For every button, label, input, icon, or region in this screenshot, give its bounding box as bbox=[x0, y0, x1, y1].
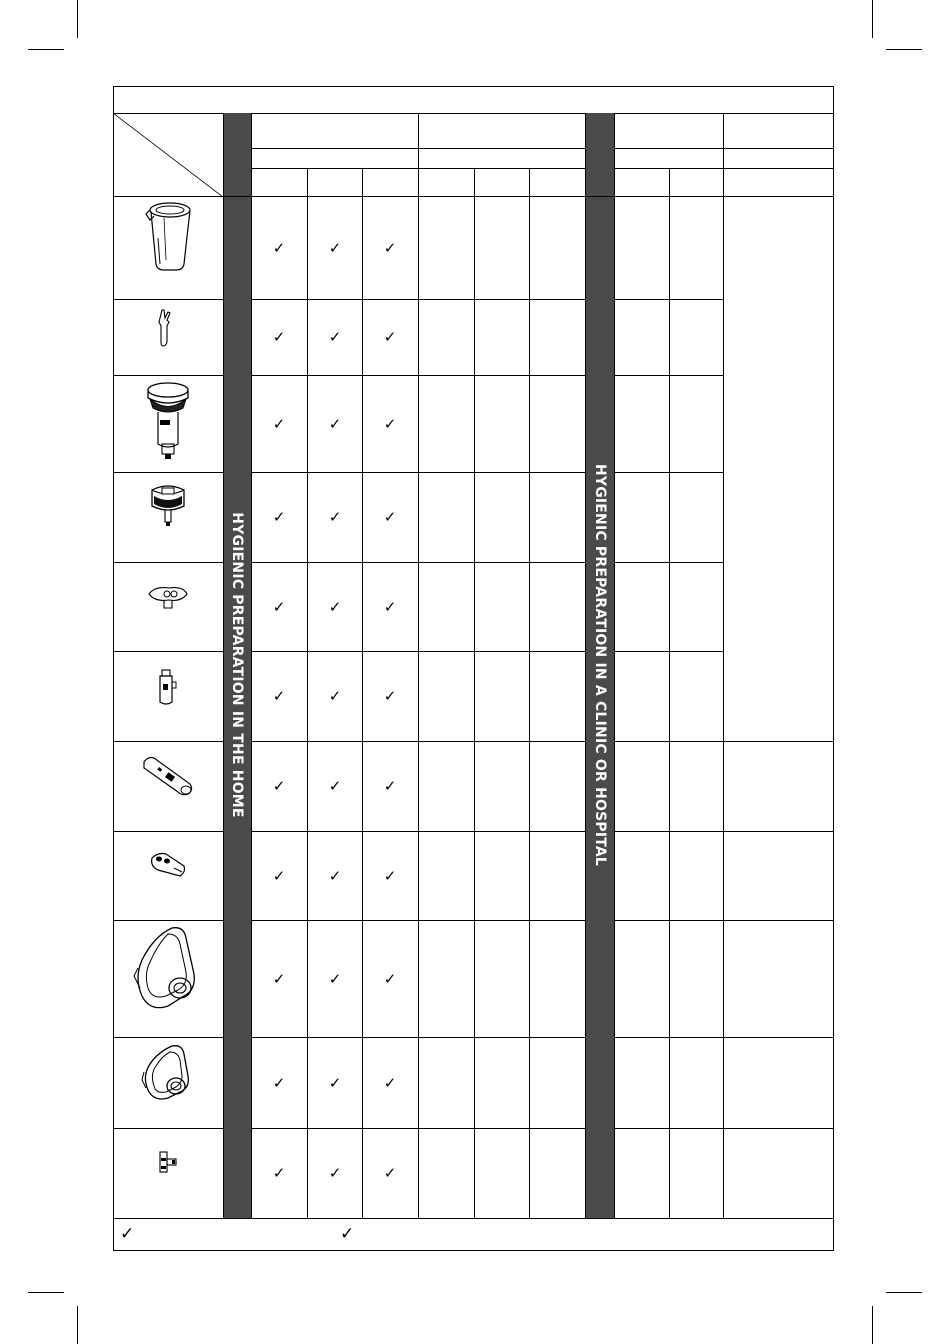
column-line bbox=[307, 168, 308, 1218]
crop-mark bbox=[872, 0, 873, 38]
mouthpiece-icon bbox=[140, 752, 196, 800]
check-mark: ✓ bbox=[383, 328, 397, 346]
nebuliser-cup-icon bbox=[140, 198, 196, 276]
check-mark: ✓ bbox=[383, 687, 397, 705]
check-mark: ✓ bbox=[383, 414, 397, 433]
row-divider bbox=[251, 472, 585, 473]
nebuliser-top-icon bbox=[143, 380, 193, 462]
row-divider bbox=[614, 375, 723, 376]
check-mark: ✓ bbox=[328, 687, 342, 705]
check-mark: ✓ bbox=[272, 1164, 286, 1182]
crop-mark bbox=[28, 49, 64, 50]
row-divider bbox=[251, 651, 585, 652]
check-mark: ✓ bbox=[328, 597, 342, 616]
crop-mark bbox=[886, 49, 922, 50]
child-mask-icon bbox=[140, 1042, 196, 1104]
row-divider bbox=[251, 299, 585, 300]
row-divider bbox=[113, 741, 223, 742]
clinic-band-label: HYGIENIC PREPARATION IN A CLINIC OR HOSPITAL bbox=[592, 463, 608, 867]
row-divider bbox=[251, 1037, 585, 1038]
legend-check-1: ✓ bbox=[120, 1224, 135, 1244]
check-mark: ✓ bbox=[328, 238, 342, 257]
check-mark: ✓ bbox=[272, 597, 286, 616]
nozzle-icon bbox=[155, 308, 177, 348]
column-line bbox=[529, 168, 530, 1218]
row-divider bbox=[614, 741, 834, 742]
angle-connector-icon bbox=[154, 1150, 180, 1176]
row-divider bbox=[251, 831, 585, 832]
check-mark: ✓ bbox=[272, 508, 286, 526]
row-divider bbox=[251, 562, 585, 563]
row-divider bbox=[113, 831, 223, 832]
row-divider bbox=[614, 651, 723, 652]
check-mark: ✓ bbox=[383, 597, 397, 616]
row-divider bbox=[113, 562, 223, 563]
check-mark: ✓ bbox=[383, 508, 397, 526]
home-band-label: HYGIENIC PREPARATION IN THE HOME bbox=[229, 512, 245, 818]
valve-insert-icon bbox=[146, 482, 190, 528]
baffle-icon bbox=[147, 582, 189, 612]
check-mark: ✓ bbox=[272, 866, 286, 885]
check-mark: ✓ bbox=[272, 414, 286, 433]
row-divider bbox=[113, 1037, 223, 1038]
check-mark: ✓ bbox=[272, 687, 286, 705]
row-divider bbox=[113, 375, 223, 376]
check-mark: ✓ bbox=[328, 1164, 342, 1182]
row-divider bbox=[614, 299, 723, 300]
check-mark: ✓ bbox=[328, 328, 342, 346]
column-line bbox=[362, 168, 363, 1218]
row-divider bbox=[614, 831, 834, 832]
column-line bbox=[418, 113, 419, 1218]
check-mark: ✓ bbox=[272, 238, 286, 257]
row-divider bbox=[113, 920, 223, 921]
row-divider bbox=[113, 1128, 223, 1129]
check-mark: ✓ bbox=[383, 866, 397, 885]
header-line bbox=[614, 148, 834, 149]
column-line bbox=[223, 113, 224, 1218]
header-corner-diagonal bbox=[113, 113, 223, 197]
crop-mark bbox=[77, 1306, 78, 1344]
check-mark: ✓ bbox=[328, 969, 342, 988]
legend-check-2: ✓ bbox=[340, 1224, 355, 1244]
check-mark: ✓ bbox=[272, 777, 286, 795]
row-divider bbox=[113, 651, 223, 652]
column-line bbox=[585, 113, 586, 1218]
adult-mask-icon bbox=[132, 924, 202, 1014]
column-line bbox=[474, 168, 475, 1218]
crop-mark bbox=[77, 0, 78, 38]
row-divider bbox=[614, 562, 723, 563]
crop-mark bbox=[28, 1292, 64, 1293]
check-mark: ✓ bbox=[328, 414, 342, 433]
row-divider bbox=[251, 375, 585, 376]
header-line bbox=[614, 168, 834, 169]
check-mark: ✓ bbox=[383, 1164, 397, 1182]
check-mark: ✓ bbox=[383, 1073, 397, 1092]
row-divider bbox=[251, 920, 585, 921]
column-line bbox=[251, 113, 252, 1218]
nose-piece-icon bbox=[148, 850, 188, 880]
row-divider bbox=[113, 299, 223, 300]
small-valve-icon bbox=[154, 668, 180, 708]
check-mark: ✓ bbox=[328, 508, 342, 526]
check-mark: ✓ bbox=[272, 969, 286, 988]
row-divider bbox=[251, 741, 585, 742]
check-mark: ✓ bbox=[272, 1073, 286, 1092]
check-mark: ✓ bbox=[383, 238, 397, 257]
check-mark: ✓ bbox=[383, 969, 397, 988]
check-mark: ✓ bbox=[328, 1073, 342, 1092]
crop-mark bbox=[872, 1306, 873, 1344]
check-mark: ✓ bbox=[328, 866, 342, 885]
column-line bbox=[723, 113, 724, 1218]
row-divider bbox=[614, 1128, 834, 1129]
check-mark: ✓ bbox=[328, 777, 342, 795]
row-divider bbox=[614, 920, 834, 921]
crop-mark bbox=[886, 1292, 922, 1293]
row-divider bbox=[113, 472, 223, 473]
row-divider bbox=[251, 1128, 585, 1129]
legend-divider bbox=[113, 1218, 834, 1219]
row-divider bbox=[614, 472, 723, 473]
column-line bbox=[669, 168, 670, 1218]
check-mark: ✓ bbox=[272, 328, 286, 346]
row-divider bbox=[614, 1037, 834, 1038]
column-line bbox=[614, 113, 615, 1218]
check-mark: ✓ bbox=[383, 777, 397, 795]
